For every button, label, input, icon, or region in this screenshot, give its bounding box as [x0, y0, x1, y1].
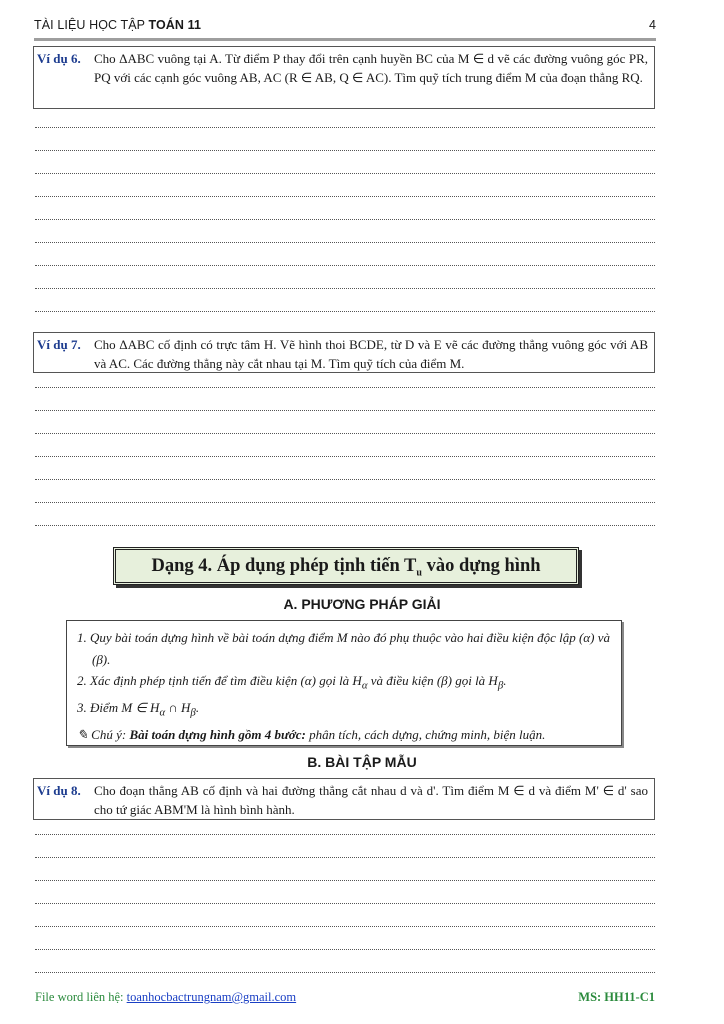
answer-line	[35, 456, 655, 457]
answer-line	[35, 311, 655, 312]
answer-line	[35, 196, 655, 197]
answer-line	[35, 433, 655, 434]
vector-subscript: u	[416, 567, 422, 579]
method-step-1: 1. Quy bài toán dựng hình về bài toán dựng điểm M nào đó phụ thuộc vào hai điều kiện độc lập (α) và (β).	[77, 630, 610, 667]
example-7-text: Cho ΔABC cố định có trực tâm H. Vẽ hình thoi BCDE, từ D và E vẽ các đường thẳng vuông góc với AB và AC. Các đường thẳng này cắt nhau tại M. Tìm quỹ tích của điểm M.	[94, 337, 648, 371]
example-8-label: Ví dụ 8.	[37, 783, 81, 798]
answer-line	[35, 173, 655, 174]
method-note: ✎ Chú ý: Bài toán dựng hình gồm 4 bước: phân tích, cách dựng, chứng minh, biện luận.	[77, 727, 546, 743]
page-number: 4	[649, 18, 656, 32]
answer-line	[35, 525, 655, 526]
method-step-2: 2. Xác định phép tịnh tiến để tìm điều kiện (α) gọi là $H_\alpha$ và điều kiện (β) gọi là $H_\beta$.	[77, 673, 507, 692]
answer-line	[35, 219, 655, 220]
answer-line	[35, 857, 655, 858]
example-6-text: Cho ΔABC vuông tại A. Từ điểm P thay đổi trên cạnh huyền BC của M ∈ d vẽ các đường vuông góc PR, PQ với các cạnh góc vuông AB, AC (R ∈ AB, Q ∈ AC). Tìm quỹ tích trung điểm M của đoạn thẳng RQ.	[94, 51, 648, 85]
answer-line	[35, 972, 655, 973]
section-a-title: A. PHƯƠNG PHÁP GIẢI	[283, 596, 441, 612]
document-code: MS: HH11-C1	[578, 990, 655, 1004]
answer-line	[35, 903, 655, 904]
example-8-box	[33, 778, 655, 820]
answer-line	[35, 127, 655, 128]
page-header	[34, 16, 656, 41]
example-7-label: Ví dụ 7.	[37, 337, 81, 352]
section-b-title: B. BÀI TẬP MẪU	[307, 754, 417, 770]
answer-line	[35, 479, 655, 480]
example-8-text: Cho đoạn thẳng AB cố định và hai đường thẳng cắt nhau d và d'. Tìm điểm M ∈ d và điểm M' ∈ d' sao cho tứ giác ABM'M là hình bình hành.	[94, 783, 648, 817]
example-6-label: Ví dụ 6.	[37, 51, 81, 66]
section-heading: Dạng 4. Áp dụng phép tịnh tiến $T_u$ vào dựng hình	[113, 547, 579, 585]
answer-line	[35, 265, 655, 266]
answer-line	[35, 242, 655, 243]
email-link[interactable]: toanhocbactrungnam@gmail.com	[126, 990, 297, 1004]
answer-line	[35, 502, 655, 503]
example-7-box	[33, 332, 655, 373]
method-box	[66, 620, 622, 746]
answer-line	[35, 926, 655, 927]
answer-line	[35, 880, 655, 881]
footer-contact: File word liên hệ: toanhocbactrungnam@gmail.com	[35, 990, 297, 1004]
answer-line	[35, 150, 655, 151]
answer-line	[35, 834, 655, 835]
method-step-3: 3. Điểm M ∈ $H_\alpha$ ∩ $H_\beta$.	[77, 700, 200, 719]
header-title: TÀI LIỆU HỌC TẬP TOÁN 11	[34, 18, 202, 32]
answer-line	[35, 288, 655, 289]
answer-line	[35, 410, 655, 411]
answer-line	[35, 949, 655, 950]
example-6-box	[33, 46, 655, 109]
answer-line	[35, 387, 655, 388]
pencil-icon: ✎	[77, 727, 88, 743]
